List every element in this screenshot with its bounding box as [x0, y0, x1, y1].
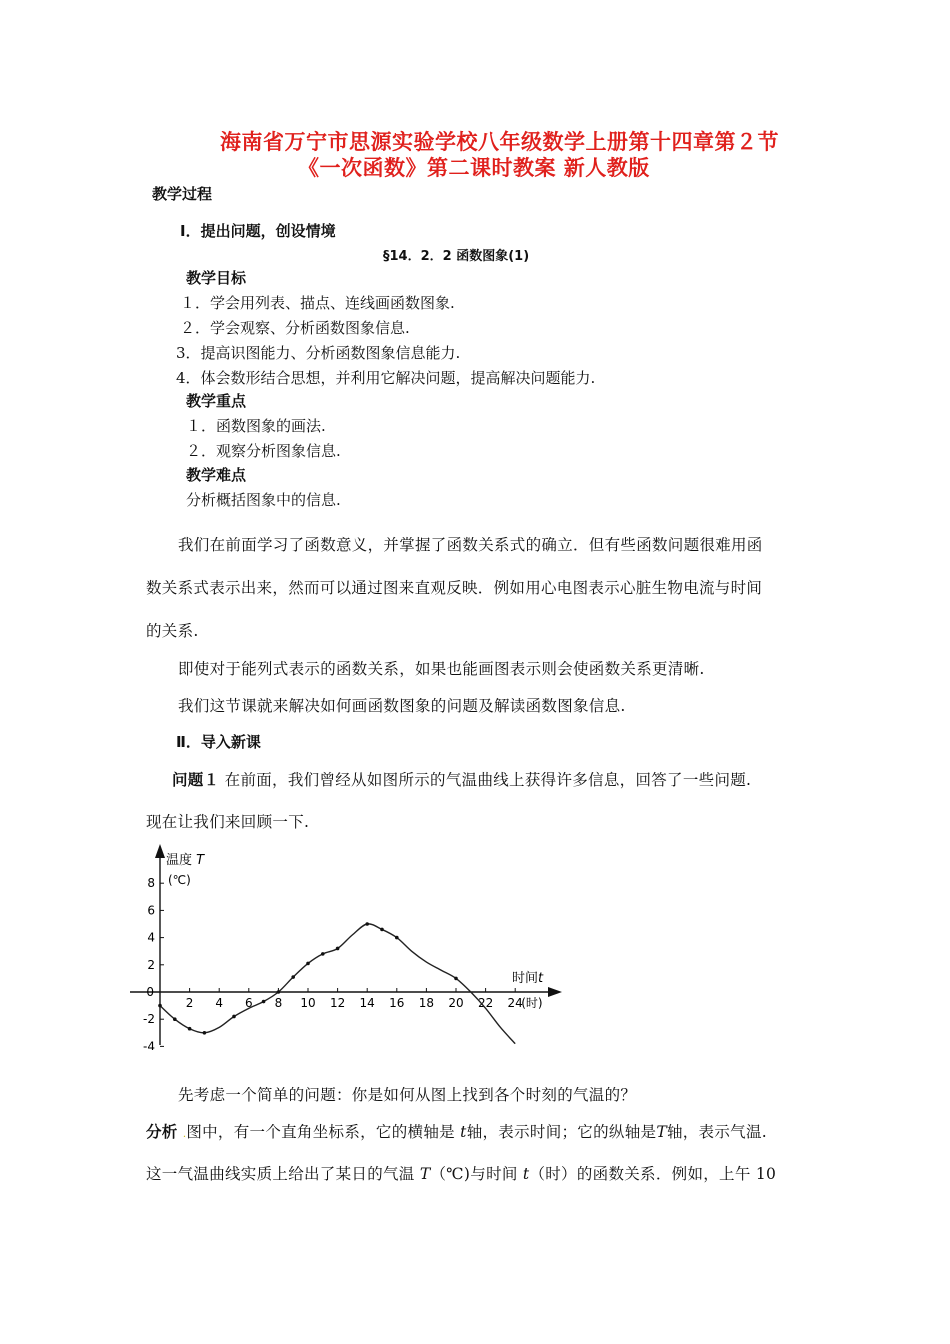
paragraph-3: 我们这节课就来解决如何画函数图象的问题及解读函数图象信息.: [178, 697, 626, 715]
variable-t: t: [460, 1123, 467, 1141]
analysis-line-1: [146, 1120, 767, 1142]
key-point: ２．观察分析图象信息.: [186, 442, 341, 460]
x-ticks: [186, 988, 523, 1010]
analysis-label: 分析: [146, 1123, 178, 1141]
difficult-point: 分析概括图象中的信息.: [186, 491, 341, 509]
data-point: [380, 928, 384, 932]
y-ticks: [143, 876, 164, 1050]
section1-heading: Ⅰ．提出问题，创设情境: [180, 222, 336, 240]
data-point: [454, 977, 458, 981]
key-point: １．函数图象的画法.: [186, 417, 326, 435]
analysis-text: 这一气温曲线实质上给出了某日的气温: [146, 1165, 415, 1183]
data-point: [262, 1000, 266, 1004]
x-tick-label: 8: [274, 996, 283, 1010]
x-tick-label: 18: [418, 996, 435, 1010]
data-point: [203, 1031, 207, 1035]
question-1-line-2: 现在让我们来回顾一下.: [146, 813, 310, 831]
title-line-1: 海南省万宁市思源实验学校八年级数学上册第十四章第２节: [220, 130, 779, 154]
analysis-line-2: [146, 1162, 776, 1184]
data-point: [306, 962, 310, 966]
goal-item: 4．体会数形结合思想，并利用它解决问题，提高解决问题能力.: [176, 369, 596, 387]
temperature-chart: [130, 840, 570, 1050]
x-axis-unit: (时): [521, 996, 543, 1010]
data-point: [173, 1017, 177, 1021]
section-subtitle: §14．2．2 函数图象(1): [383, 249, 530, 264]
paragraph-1-line-3: 的关系.: [146, 622, 199, 640]
key-heading: 教学重点: [186, 392, 247, 410]
difficult-heading: 教学难点: [186, 466, 247, 484]
variable-T: T: [419, 1165, 431, 1183]
paragraph-2: 即使对于能列式表示的函数关系，如果也能画图表示则会使函数关系更清晰.: [178, 660, 705, 678]
temperature-curve: [160, 924, 515, 1044]
question-1-label: 问题１: [172, 771, 220, 789]
analysis-text: 轴，表示时间；它的纵轴是: [466, 1123, 657, 1141]
section2-heading: Ⅱ．导入新课: [176, 733, 261, 751]
y-axis-label: [166, 852, 205, 868]
y-tick-label: 2: [147, 957, 155, 972]
goal-item: １．学会用列表、描点、连线画函数图象.: [180, 294, 455, 312]
decorative-dot-icon: .: [182, 1129, 187, 1140]
variable-T: T: [656, 1123, 667, 1141]
x-tick-label: 14: [359, 996, 375, 1010]
x-tick-label: 12: [329, 996, 346, 1010]
x-tick-label: 16: [389, 996, 405, 1010]
y-axis-arrow-icon: [155, 844, 165, 858]
variable-t: t: [522, 1165, 530, 1183]
analysis-text: （℃)与时间: [430, 1165, 518, 1183]
question-1-text: 在前面，我们曾经从如图所示的气温曲线上获得许多信息，回答了一些问题.: [224, 771, 752, 789]
data-point: [188, 1027, 192, 1031]
y-axis-label-text: 温度: [166, 853, 193, 868]
after-chart-question: 先考虑一个简单的问题：你是如何从图上找到各个时刻的气温的？: [178, 1086, 637, 1104]
x-axis-variable: t: [538, 971, 544, 986]
x-tick-label: 22: [477, 996, 494, 1010]
title-line-2: 《一次函数》第二课时教案 新人教版: [298, 156, 650, 180]
data-point: [365, 922, 369, 926]
analysis-text: 轴，表示气温.: [666, 1123, 767, 1141]
chart-axes: [130, 844, 562, 1045]
x-tick-label: 2: [185, 996, 194, 1010]
x-axis-label-text: 时间: [512, 971, 539, 986]
goal-item: ２．学会观察、分析函数图象信息.: [180, 319, 410, 337]
x-axis-label: [512, 970, 544, 986]
y-axis-unit: (℃): [168, 873, 191, 887]
origin-label: 0: [146, 985, 154, 999]
y-tick-label: 8: [147, 876, 155, 891]
data-point: [158, 1004, 162, 1008]
x-tick-label: 6: [244, 996, 253, 1010]
y-tick-label: 4: [147, 930, 155, 945]
question-1-line-1: [172, 768, 751, 790]
analysis-text: 图中，有一个直角坐标系，它的横轴是: [186, 1123, 455, 1141]
data-points: [158, 922, 458, 1034]
x-tick-label: 20: [448, 996, 464, 1010]
paragraph-1-line-1: 我们在前面学习了函数意义，并掌握了函数关系式的确立．但有些函数问题很难用函: [178, 536, 763, 554]
x-axis-arrow-icon: [548, 987, 562, 997]
data-point: [336, 947, 340, 951]
y-axis-variable: T: [196, 853, 205, 868]
x-tick-label: 24: [507, 996, 523, 1010]
goals-heading: 教学目标: [186, 269, 247, 287]
y-tick-label: 6: [147, 903, 155, 918]
y-tick-label: -4: [143, 1039, 155, 1050]
data-point: [321, 952, 325, 956]
y-tick-label: -2: [143, 1012, 155, 1027]
process-heading: 教学过程: [152, 185, 213, 203]
goal-item: 3．提高识图能力、分析函数图象信息能力.: [176, 344, 461, 362]
data-point: [277, 990, 281, 994]
x-tick-label: 10: [300, 996, 316, 1010]
x-tick-label: 4: [215, 996, 224, 1010]
data-point: [395, 936, 399, 940]
data-point: [232, 1015, 236, 1019]
data-point: [291, 975, 295, 979]
analysis-text: （时）的函数关系．例如，上午 10: [529, 1165, 777, 1183]
paragraph-1-line-2: 数关系式表示出来，然而可以通过图来直观反映．例如用心电图表示心脏生物电流与时间: [146, 579, 763, 597]
